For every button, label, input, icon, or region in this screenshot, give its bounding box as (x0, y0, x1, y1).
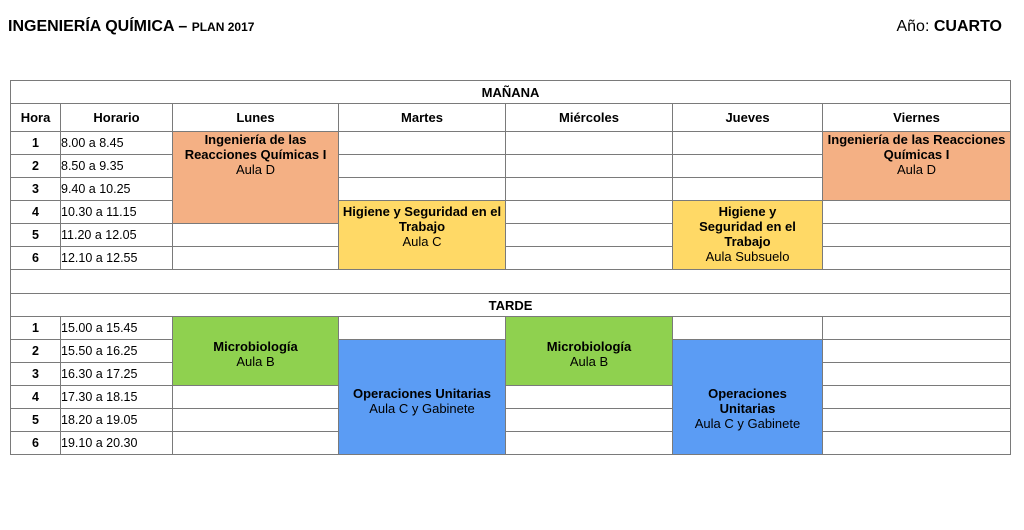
horario-cell: 11.20 a 12.05 (61, 224, 173, 247)
empty-cell (173, 386, 339, 409)
empty-cell (506, 178, 673, 201)
column-header-viernes: Viernes (823, 104, 1011, 132)
section-row-manana (11, 81, 1011, 104)
class-block-lunes-tarde (173, 317, 339, 386)
class-block-miercoles-tarde (506, 317, 673, 386)
empty-cell (823, 201, 1011, 224)
empty-cell (823, 409, 1011, 432)
empty-cell (173, 224, 339, 247)
class-block-jueves-tarde (673, 340, 823, 455)
classroom: Aula B (236, 354, 275, 369)
table-row (11, 201, 1011, 224)
empty-cell (823, 317, 1011, 340)
hora-cell: 4 (11, 386, 61, 409)
section-title-manana: MAÑANA (11, 81, 1011, 104)
spacer-cell (11, 270, 1011, 294)
column-header-hora: Hora (11, 104, 61, 132)
horario-cell: 16.30 a 17.25 (61, 363, 173, 386)
empty-cell (339, 132, 506, 155)
empty-cell (823, 224, 1011, 247)
horario-cell: 19.10 a 20.30 (61, 432, 173, 455)
empty-cell (506, 409, 673, 432)
section-row-tarde (11, 294, 1011, 317)
horario-cell: 12.10 a 12.55 (61, 247, 173, 270)
empty-cell (673, 178, 823, 201)
hora-cell: 5 (11, 409, 61, 432)
table-row (11, 386, 1011, 409)
empty-cell (823, 340, 1011, 363)
hora-cell: 2 (11, 340, 61, 363)
empty-cell (823, 363, 1011, 386)
column-header-miercoles: Miércoles (506, 104, 673, 132)
empty-cell (339, 155, 506, 178)
column-header-horario: Horario (61, 104, 173, 132)
empty-cell (339, 317, 506, 340)
horario-cell: 17.30 a 18.15 (61, 386, 173, 409)
class-block-martes-tarde (339, 340, 506, 455)
classroom: Aula C y Gabinete (694, 416, 801, 431)
subject-name: Operaciones Unitarias (708, 386, 787, 416)
subject-name: Ingeniería de las Reacciones Químicas I (827, 132, 1006, 162)
subject-name: Microbiología (546, 339, 632, 354)
empty-cell (173, 409, 339, 432)
subject-name: Higiene y Seguridad en el Trabajo (699, 204, 796, 249)
hora-cell: 1 (11, 317, 61, 340)
class-block-jueves-manana (673, 201, 823, 270)
classroom: Aula D (897, 162, 937, 177)
table-row (11, 132, 1011, 155)
subject-name: Operaciones Unitarias (353, 386, 491, 401)
classroom: Aula B (569, 354, 609, 369)
empty-cell (673, 317, 823, 340)
horario-cell: 8.50 a 9.35 (61, 155, 173, 178)
hora-cell: 1 (11, 132, 61, 155)
table-row (11, 224, 1011, 247)
class-block-viernes-manana (823, 132, 1011, 201)
table-row (11, 247, 1011, 270)
empty-cell (823, 386, 1011, 409)
horario-cell: 18.20 a 19.05 (61, 409, 173, 432)
horario-cell: 8.00 a 8.45 (61, 132, 173, 155)
empty-cell (506, 386, 673, 409)
hora-cell: 2 (11, 155, 61, 178)
empty-cell (339, 178, 506, 201)
horario-cell: 15.00 a 15.45 (61, 317, 173, 340)
subject-name: Microbiología (213, 339, 298, 354)
hora-cell: 6 (11, 432, 61, 455)
empty-cell (506, 132, 673, 155)
spacer-row (11, 270, 1011, 294)
table-row (11, 409, 1011, 432)
horario-cell: 10.30 a 11.15 (61, 201, 173, 224)
empty-cell (673, 155, 823, 178)
class-block-lunes-manana (173, 132, 339, 224)
empty-cell (173, 247, 339, 270)
hora-cell: 6 (11, 247, 61, 270)
empty-cell (506, 224, 673, 247)
hora-cell: 3 (11, 178, 61, 201)
year-value: CUARTO (933, 18, 1002, 35)
empty-cell (506, 247, 673, 270)
horario-cell: 15.50 a 16.25 (61, 340, 173, 363)
table-row (11, 432, 1011, 455)
column-header-jueves: Jueves (673, 104, 823, 132)
empty-cell (506, 432, 673, 455)
classroom: Aula Subsuelo (705, 249, 790, 264)
class-block-martes-manana (339, 201, 506, 270)
classroom: Aula C y Gabinete (369, 401, 475, 416)
subject-name: Higiene y Seguridad en el Trabajo (342, 204, 502, 234)
subject-name: Ingeniería de las Reacciones Químicas I (184, 132, 327, 162)
table-row (11, 317, 1011, 340)
career-name: INGENIERÍA QUÍMICA – (8, 18, 192, 35)
column-header-lunes: Lunes (173, 104, 339, 132)
empty-cell (173, 432, 339, 455)
hora-cell: 3 (11, 363, 61, 386)
column-header-martes: Martes (339, 104, 506, 132)
hora-cell: 5 (11, 224, 61, 247)
schedule-table (10, 80, 1011, 455)
hora-cell: 4 (11, 201, 61, 224)
classroom: Aula C (402, 234, 442, 249)
page-title (8, 18, 254, 36)
plan-label: PLAN 2017 (191, 20, 255, 34)
section-title-tarde: TARDE (11, 294, 1011, 317)
column-header-row (11, 104, 1011, 132)
empty-cell (823, 432, 1011, 455)
empty-cell (506, 201, 673, 224)
year-label: Año: (896, 18, 934, 35)
year-indicator (896, 18, 1002, 36)
empty-cell (506, 155, 673, 178)
horario-cell: 9.40 a 10.25 (61, 178, 173, 201)
empty-cell (673, 132, 823, 155)
empty-cell (823, 247, 1011, 270)
classroom: Aula D (235, 162, 276, 177)
